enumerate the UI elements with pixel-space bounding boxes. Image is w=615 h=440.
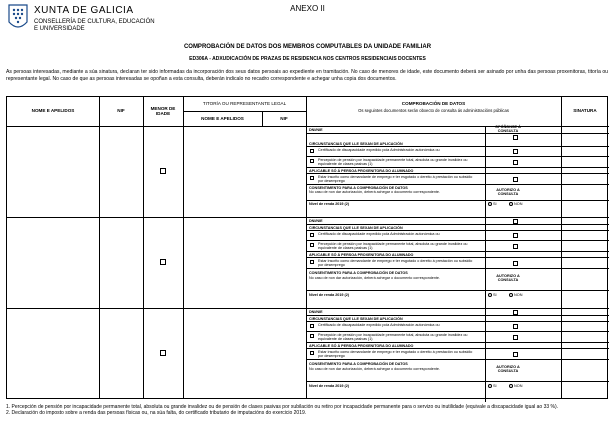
consent-body: No caso de non dar autorización, deberá achegar o documento correspondente. [309,276,440,280]
radio-no-icon[interactable] [509,293,513,297]
oppose-disability-checkbox[interactable] [513,149,518,154]
radio-yes-icon[interactable] [488,202,492,206]
oppose-disability-checkbox[interactable] [513,324,518,329]
disability-checkbox[interactable] [310,233,314,237]
authorize-label: AUTORIZO A CONSULTA [496,365,520,373]
parent-only-label: APLICABLE SÓ Á PERSOA PROXENITORA DO ALUMNADO [309,344,414,348]
oppose-dni-checkbox[interactable] [513,135,518,140]
header-signature: SINATURA [573,108,597,113]
income-no-option[interactable]: NON [509,384,522,388]
consent-title: CONSENTIMENTO PARA A COMPROBACIÓN DE DATOS [309,271,408,275]
footnotes [6,404,608,417]
minor-checkbox[interactable] [160,350,166,356]
radio-no-icon[interactable] [509,202,513,206]
pension-label: Percepción de pensión por incapacidade permanente total, absoluta ou grande invalidez ou equivalente de clases pasivas (1) [318,242,468,250]
pension-label: Percepción de pensión por incapacidade permanente total, absoluta ou grande invalidez ou equivalente de clases pasivas (1) [318,158,468,166]
radio-no-icon[interactable] [509,384,513,388]
unemployed-checkbox[interactable] [310,176,314,180]
oppose-pension-checkbox[interactable] [513,244,518,249]
circumstances-label: CIRCUNSTANCIAS QUE LLE SEXAN DE APLICACIÓN [309,142,403,146]
unemployed-label: Estar inscrito como demandante de emprego e ter esgotado o dereito á prestación ou subsidio por desemprego [318,350,473,358]
page-title: COMPROBACIÓN DE DATOS DOS MEMBROS COMPUTABLES DA UNIDADE FAMILIAR [183,44,432,50]
annex-label: ANEXO II [290,4,325,13]
authorize-label: AUTORIZO A CONSULTA [496,188,520,196]
logo-title: XUNTA DE GALICIA [34,5,134,16]
income-label: Nivel de renda 2019 (2) [309,384,349,388]
header-guardian-nif: NIF [280,116,288,121]
income-label: Nivel de renda 2019 (2) [309,293,349,297]
header-docs-title: COMPROBACIÓN DE DATOS [401,101,466,106]
logo-subtitle: CONSELLERÍA DE CULTURA, EDUCACIÓN E UNIVERSIDADE [34,19,155,32]
member-data-check [306,126,609,220]
consent-title: CONSENTIMENTO PARA A COMPROBACIÓN DE DATOS [309,362,408,366]
oppose-pension-checkbox[interactable] [513,335,518,340]
pension-label: Percepción de pensión por incapacidade permanente total, absoluta ou grande invalidez ou equivalente de clases pasivas (1) [318,333,468,341]
radio-yes-icon[interactable] [488,384,492,388]
pension-checkbox[interactable] [310,159,314,163]
disability-label: Certificado de discapacidade expedido pola Administración autonómica ou [318,148,440,152]
header-guardian: TITORÍA OU REPRESENTANTE LEGAL [202,101,287,106]
minor-checkbox[interactable] [160,259,166,265]
header-nif: NIF [117,108,125,113]
unemployed-label: Estar inscrito como demandante de emprego e ter esgotado o dereito á prestación ou subsidio por desemprego [318,259,473,267]
consent-body: No caso de non dar autorización, deberá achegar o documento correspondente. [309,190,440,194]
header-minor: MENOR DE IDADE [150,106,176,116]
radio-yes-icon[interactable] [488,293,492,297]
oppose-unemployed-checkbox[interactable] [513,261,518,266]
unemployed-checkbox[interactable] [310,260,314,264]
authorize-label: AUTORIZO A CONSULTA [496,274,520,282]
member-data-check [306,217,609,311]
parent-only-label: APLICABLE SÓ Á PERSOA PROXENITORA DO ALUMNADO [309,253,414,257]
unemployed-checkbox[interactable] [310,351,314,355]
income-no-option[interactable]: NON [509,202,522,206]
income-yes-option[interactable]: SI [488,293,497,297]
member-data-check [306,308,609,402]
disability-label: Certificado de discapacidade expedido pola Administración autonómica ou [318,323,440,327]
disability-checkbox[interactable] [310,149,314,153]
oppose-unemployed-checkbox[interactable] [513,352,518,357]
income-label: Nivel de renda 2019 (2) [309,202,349,206]
header-guardian-name: NOME E APELIDOS [201,116,244,121]
oppose-dni-checkbox[interactable] [513,219,518,224]
circumstances-label: CIRCUNSTANCIAS QUE LLE SEXAN DE APLICACIÓN [309,317,403,321]
footnote-1: 1. Percepción de pensión por incapacidade permanente total, absoluta ou grande invalidez ou de pensión de clases pasivas por xubilación ou retiro por incapacidade permanente para o servizo ou inutilidade (equivale a discapacidade igual ao 33 %). [6,404,559,410]
disability-label: Certificado de discapacidade expedido pola Administración autonómica ou [318,232,440,236]
income-yes-option[interactable]: SI [488,202,497,206]
pension-checkbox[interactable] [310,334,314,338]
circumstances-label: CIRCUNSTANCIAS QUE LLE SEXAN DE APLICACIÓN [309,226,403,230]
members-table [6,96,608,399]
income-no-option[interactable]: NON [509,293,522,297]
oppose-disability-checkbox[interactable] [513,233,518,238]
dni-label: DNI/NIE [309,310,323,314]
disability-checkbox[interactable] [310,324,314,328]
pension-checkbox[interactable] [310,243,314,247]
dni-label: DNI/NIE [309,219,323,223]
intro-paragraph: As persoas interesadas, mediante a súa sinatura, declaran ter sido informadas da incorporación dos seus datos persoais ao expediente en tramitación. No caso de menores de idade, este documento deberá ser asinado por unha das persoas proxenitoras, titoría ou representante legal. No caso de que as persoas interesadas se opoñan a esta consulta, deberán indicalo no recadro correspondente e achegar unha copia dos documentos. [6,69,608,82]
unemployed-label: Estar inscrito como demandante de emprego e ter esgotado o dereito á prestación ou subsidio por desemprego [318,175,473,183]
oppose-pension-checkbox[interactable] [513,160,518,165]
dni-label: DNI/NIE [309,128,323,132]
footnote-2: 2. Declaración do imposto sobre a renda das persoas físicas ou, na súa falta, do certificado tributario de imputacións do exercicio 2019. [6,410,307,417]
oppose-dni-checkbox[interactable] [513,310,518,315]
minor-checkbox[interactable] [160,168,166,174]
header-docs-subtitle: Os seguintes documentos serán obxecto de consulta ás administracións públicas [358,108,509,113]
parent-only-label: APLICABLE SÓ Á PERSOA PROXENITORA DO ALUMNADO [309,169,414,173]
oppose-unemployed-checkbox[interactable] [513,177,518,182]
consent-title: CONSENTIMENTO PARA A COMPROBACIÓN DE DATOS [309,186,408,190]
consent-body: No caso de non dar autorización, deberá achegar o documento correspondente. [309,367,440,371]
header-name: NOME E APELIDOS [31,108,75,113]
procedure-subtitle: ED306A - ADXUDICACIÓN DE PRAZAS DE RESIDENCIA NOS CENTROS RESIDENCIAIS DOCENTES [189,56,426,62]
income-yes-option[interactable]: SI [488,384,497,388]
oppose-label: OPÓÑONSE Á CONSULTA [495,125,521,133]
